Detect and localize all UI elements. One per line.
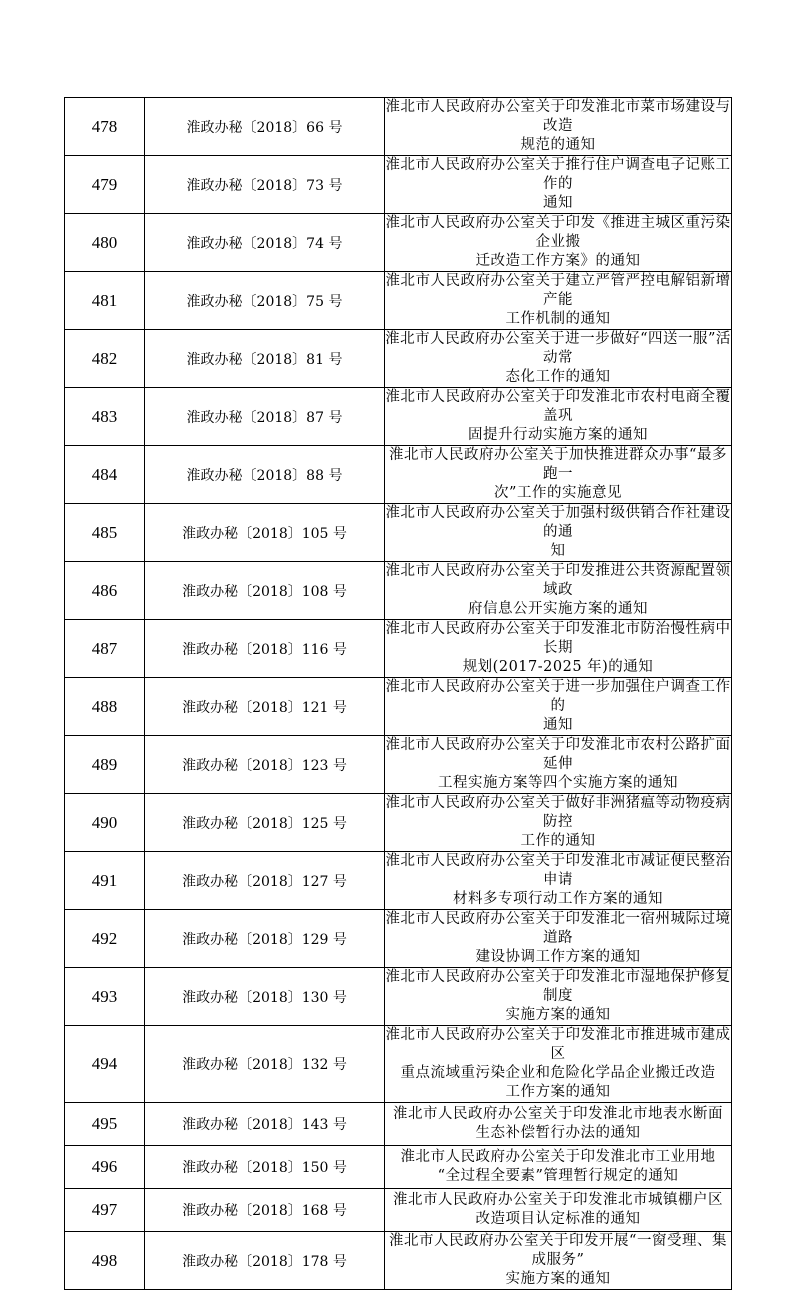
table-row bbox=[65, 1146, 732, 1189]
row-number: 495 bbox=[65, 1103, 145, 1146]
document-number: 淮政办秘〔2018〕88 号 bbox=[145, 446, 385, 504]
document-title-line: 通知 bbox=[543, 195, 573, 211]
table-row bbox=[65, 156, 732, 214]
table-row bbox=[65, 1189, 732, 1232]
document-title-line: 淮北市人民政府办公室关于加快推进群众办事“最多跑一 bbox=[389, 447, 727, 482]
document-title bbox=[385, 504, 732, 562]
document-title bbox=[385, 620, 732, 678]
document-title-line: 淮北市人民政府办公室关于印发淮北市城镇棚户区 bbox=[393, 1192, 723, 1208]
document-title-line: 淮北市人民政府办公室关于建立严管严控电解铝新增产能 bbox=[385, 273, 731, 308]
table-row bbox=[65, 562, 732, 620]
document-title-line: 淮北市人民政府办公室关于印发淮北市减证便民整治申请 bbox=[385, 853, 731, 888]
table-row bbox=[65, 1103, 732, 1146]
document-title-line: 重点流域重污染企业和危险化学品企业搬迁改造 bbox=[400, 1065, 716, 1081]
document-title bbox=[385, 214, 732, 272]
document-title bbox=[385, 98, 732, 156]
document-title-line: 淮北市人民政府办公室关于进一步做好“四送一服”活动常 bbox=[385, 331, 731, 366]
document-title bbox=[385, 794, 732, 852]
document-number: 淮政办秘〔2018〕178 号 bbox=[145, 1232, 385, 1290]
document-title bbox=[385, 1026, 732, 1103]
document-title bbox=[385, 736, 732, 794]
row-number: 486 bbox=[65, 562, 145, 620]
row-number: 481 bbox=[65, 272, 145, 330]
document-title-line: 淮北市人民政府办公室关于印发淮北一宿州城际过境道路 bbox=[385, 911, 731, 946]
row-number: 490 bbox=[65, 794, 145, 852]
document-title bbox=[385, 272, 732, 330]
document-title-line: 知 bbox=[550, 543, 566, 559]
table-row bbox=[65, 678, 732, 736]
table-row bbox=[65, 736, 732, 794]
document-title bbox=[385, 1103, 732, 1146]
table-row bbox=[65, 446, 732, 504]
document-title bbox=[385, 388, 732, 446]
document-title-line: 迁改造工作方案》的通知 bbox=[475, 253, 641, 269]
row-number: 482 bbox=[65, 330, 145, 388]
document-number: 淮政办秘〔2018〕150 号 bbox=[145, 1146, 385, 1189]
table-row bbox=[65, 910, 732, 968]
document-title-line: 实施方案的通知 bbox=[505, 1271, 611, 1287]
document-title-line: 府信息公开实施方案的通知 bbox=[468, 601, 648, 617]
document-title bbox=[385, 330, 732, 388]
table-row bbox=[65, 98, 732, 156]
document-number: 淮政办秘〔2018〕123 号 bbox=[145, 736, 385, 794]
document-title-line: 工作的通知 bbox=[520, 833, 596, 849]
document-title-line: 工程实施方案等四个实施方案的通知 bbox=[438, 775, 678, 791]
document-number: 淮政办秘〔2018〕129 号 bbox=[145, 910, 385, 968]
document-title-line: 淮北市人民政府办公室关于印发推进公共资源配置领域政 bbox=[385, 563, 731, 598]
document-title-line: 淮北市人民政府办公室关于印发淮北市湿地保护修复制度 bbox=[385, 969, 731, 1004]
row-number: 484 bbox=[65, 446, 145, 504]
document-title-line: 工作机制的通知 bbox=[505, 311, 611, 327]
document-title-line: 改造项目认定标准的通知 bbox=[475, 1211, 641, 1227]
table-row bbox=[65, 968, 732, 1026]
document-title bbox=[385, 562, 732, 620]
document-title-line: 淮北市人民政府办公室关于加强村级供销合作社建设的通 bbox=[385, 505, 731, 540]
document-number: 淮政办秘〔2018〕130 号 bbox=[145, 968, 385, 1026]
row-number: 479 bbox=[65, 156, 145, 214]
document-title-line: 淮北市人民政府办公室关于印发《推进主城区重污染企业搬 bbox=[385, 215, 731, 250]
document-number: 淮政办秘〔2018〕125 号 bbox=[145, 794, 385, 852]
row-number: 497 bbox=[65, 1189, 145, 1232]
row-number: 489 bbox=[65, 736, 145, 794]
document-title-line: 实施方案的通知 bbox=[505, 1007, 611, 1023]
document-title-line: 次”工作的实施意见 bbox=[494, 485, 622, 501]
document-number: 淮政办秘〔2018〕168 号 bbox=[145, 1189, 385, 1232]
table-row bbox=[65, 388, 732, 446]
document-table bbox=[64, 97, 732, 1290]
document-title bbox=[385, 1146, 732, 1189]
document-title-line: 淮北市人民政府办公室关于印发淮北市推进城市建成区 bbox=[385, 1027, 731, 1062]
document-title-line: 工作方案的通知 bbox=[505, 1084, 611, 1100]
document-title-line: 淮北市人民政府办公室关于印发淮北市防治慢性病中长期 bbox=[385, 621, 731, 656]
document-number: 淮政办秘〔2018〕108 号 bbox=[145, 562, 385, 620]
document-title-line: 淮北市人民政府办公室关于印发淮北市农村公路扩面延伸 bbox=[385, 737, 731, 772]
document-number: 淮政办秘〔2018〕87 号 bbox=[145, 388, 385, 446]
document-title-line: 淮北市人民政府办公室关于进一步加强住户调查工作的 bbox=[385, 679, 731, 714]
document-title-line: 生态补偿暂行办法的通知 bbox=[475, 1125, 641, 1141]
document-title-line: 规划(2017-2025 年)的通知 bbox=[462, 659, 654, 675]
document-title bbox=[385, 910, 732, 968]
document-number: 淮政办秘〔2018〕74 号 bbox=[145, 214, 385, 272]
document-title-line: 淮北市人民政府办公室关于印发淮北市农村电商全覆盖巩 bbox=[385, 389, 731, 424]
row-number: 478 bbox=[65, 98, 145, 156]
row-number: 480 bbox=[65, 214, 145, 272]
document-number: 淮政办秘〔2018〕75 号 bbox=[145, 272, 385, 330]
row-number: 498 bbox=[65, 1232, 145, 1290]
document-title bbox=[385, 446, 732, 504]
document-title-line: 淮北市人民政府办公室关于印发淮北市工业用地 bbox=[400, 1149, 716, 1165]
document-title bbox=[385, 156, 732, 214]
document-title-line: 建设协调工作方案的通知 bbox=[475, 949, 641, 965]
document-title-line: 材料多专项行动工作方案的通知 bbox=[453, 891, 663, 907]
document-number: 淮政办秘〔2018〕105 号 bbox=[145, 504, 385, 562]
table-row bbox=[65, 504, 732, 562]
document-title-line: 规范的通知 bbox=[520, 137, 596, 153]
document-title bbox=[385, 852, 732, 910]
document-title-line: 淮北市人民政府办公室关于印发开展“一窗受理、集成服务” bbox=[389, 1233, 727, 1268]
table-row bbox=[65, 272, 732, 330]
document-title-line: 淮北市人民政府办公室关于推行住户调查电子记账工作的 bbox=[385, 157, 731, 192]
row-number: 492 bbox=[65, 910, 145, 968]
table-row bbox=[65, 620, 732, 678]
document-number: 淮政办秘〔2018〕116 号 bbox=[145, 620, 385, 678]
row-number: 487 bbox=[65, 620, 145, 678]
table-row bbox=[65, 794, 732, 852]
document-table-body bbox=[65, 98, 732, 1290]
table-row bbox=[65, 852, 732, 910]
row-number: 496 bbox=[65, 1146, 145, 1189]
document-number: 淮政办秘〔2018〕66 号 bbox=[145, 98, 385, 156]
document-title-line: 固提升行动实施方案的通知 bbox=[468, 427, 648, 443]
document-title-line: 淮北市人民政府办公室关于做好非洲猪瘟等动物疫病防控 bbox=[385, 795, 731, 830]
table-row bbox=[65, 1232, 732, 1290]
document-number: 淮政办秘〔2018〕121 号 bbox=[145, 678, 385, 736]
row-number: 488 bbox=[65, 678, 145, 736]
document-number: 淮政办秘〔2018〕143 号 bbox=[145, 1103, 385, 1146]
document-title bbox=[385, 678, 732, 736]
document-title-line: “全过程全要素”管理暂行规定的通知 bbox=[437, 1168, 679, 1184]
document-title-line: 淮北市人民政府办公室关于印发淮北市菜市场建设与改造 bbox=[385, 99, 731, 134]
document-number: 淮政办秘〔2018〕127 号 bbox=[145, 852, 385, 910]
table-row bbox=[65, 214, 732, 272]
document-number: 淮政办秘〔2018〕81 号 bbox=[145, 330, 385, 388]
document-number: 淮政办秘〔2018〕73 号 bbox=[145, 156, 385, 214]
row-number: 494 bbox=[65, 1026, 145, 1103]
row-number: 491 bbox=[65, 852, 145, 910]
document-title-line: 通知 bbox=[543, 717, 573, 733]
document-title-line: 态化工作的通知 bbox=[505, 369, 611, 385]
document-number: 淮政办秘〔2018〕132 号 bbox=[145, 1026, 385, 1103]
document-title bbox=[385, 968, 732, 1026]
document-title-line: 淮北市人民政府办公室关于印发淮北市地表水断面 bbox=[393, 1106, 723, 1122]
row-number: 483 bbox=[65, 388, 145, 446]
row-number: 493 bbox=[65, 968, 145, 1026]
document-title bbox=[385, 1232, 732, 1290]
document-title bbox=[385, 1189, 732, 1232]
table-row bbox=[65, 1026, 732, 1103]
row-number: 485 bbox=[65, 504, 145, 562]
table-row bbox=[65, 330, 732, 388]
